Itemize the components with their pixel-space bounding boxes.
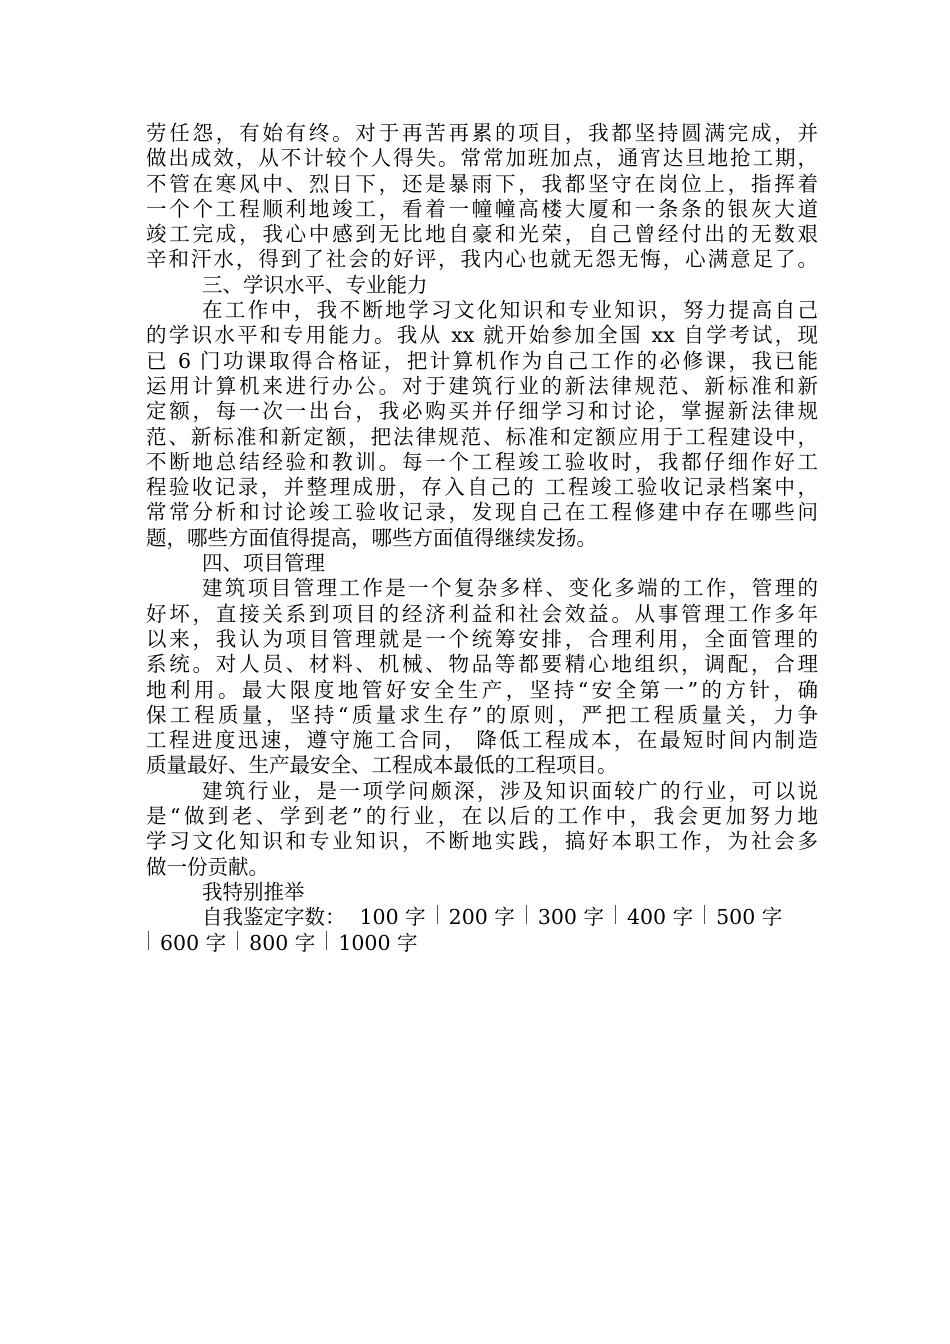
wordcount-link-100[interactable]: 100 字	[359, 905, 426, 930]
paragraph-line: 题，哪些方面值得提高，哪些方面值得继续发扬。	[146, 525, 597, 550]
separator	[526, 905, 527, 924]
paragraph-line: 系统。对人员、材料、机械、物品等都要精心地组织，调配，合理	[146, 652, 818, 677]
wordcount-link-800[interactable]: 800 字	[249, 930, 316, 955]
paragraph-line: 常常分析和讨论竣工验收记录，发现自己在工程修建中存在哪些问	[146, 500, 818, 525]
paragraph-line: 学习文化知识和专业知识，不断地实践，搞好本职工作，为社会多	[146, 829, 818, 854]
paragraph-line: 好坏，直接关系到项目的经济利益和社会效益。从事管理工作多年	[146, 601, 818, 626]
wordcount-link-500[interactable]: 500 字	[716, 905, 783, 930]
recommend-text: 我特别推举	[202, 879, 305, 904]
paragraph-line: 建筑行业，是一项学问颇深，涉及知识面较广的行业，可以说	[202, 778, 818, 803]
wordcount-link-1000[interactable]: 1000 字	[338, 930, 418, 955]
wordcount-link-300[interactable]: 300 字	[537, 905, 604, 930]
wordcount-link-600[interactable]: 600 字	[160, 930, 227, 955]
paragraph-line: 工程进度迅速，遵守施工合同， 降低工程成本，在最短时间内制造	[146, 728, 818, 753]
separator	[615, 905, 616, 924]
paragraph-line: 做一份贡献。	[146, 854, 269, 879]
document-body	[146, 121, 818, 956]
paragraph-line: 范、新标准和新定额，把法律规范、标准和定额应用于工程建设中，	[146, 424, 818, 449]
paragraph-line: 以来，我认为项目管理就是一个统筹安排，合理利用，全面管理的	[146, 626, 818, 651]
separator	[437, 905, 438, 924]
wordcount-label: 自我鉴定字数：	[202, 905, 346, 930]
paragraph-line: 是“做到老、学到老”的行业，在以后的工作中，我会更加努力地	[146, 804, 818, 829]
paragraph-line: 在工作中，我不断地学习文化知识和专业知识，努力提高自己	[202, 298, 818, 323]
paragraph-line: 程验收记录，并整理成册，存入自己的 工程竣工验收记录档案中，	[146, 475, 818, 500]
separator	[704, 905, 705, 924]
section-heading: 四、项目管理	[202, 551, 325, 576]
paragraph-line: 质量最好、生产最安全、工程成本最低的工程项目。	[146, 753, 618, 778]
paragraph-line: 运用计算机来进行办公。对于建筑行业的新法律规范、新标准和新	[146, 373, 818, 398]
separator	[237, 931, 238, 950]
wordcount-link-200[interactable]: 200 字	[448, 905, 515, 930]
paragraph-line: 地利用。最大限度地管好安全生产，坚持“安全第一”的方针，确	[146, 677, 818, 702]
section-heading: 三、学识水平、专业能力	[202, 272, 428, 297]
paragraph-line: 的学识水平和专用能力。我从 xx 就开始参加全国 xx 自学考试，现	[146, 323, 818, 348]
paragraph-line: 劳任怨，有始有终。对于再苦再累的项目，我都坚持圆满完成，并	[146, 121, 818, 145]
paragraph-line: 已 6 门功课取得合格证，把计算机作为自己工作的必修课，我已能	[146, 348, 818, 373]
wordcount-link-400[interactable]: 400 字	[626, 905, 694, 930]
paragraph-line: 竣工完成，我心中感到无比地自豪和光荣，自己曾经付出的无数艰	[146, 222, 818, 247]
separator	[148, 931, 149, 950]
paragraph-line: 建筑项目管理工作是一个复杂多样、变化多端的工作，管理的	[202, 576, 818, 601]
paragraph-line: 辛和汗水，得到了社会的好评，我内心也就无怨无悔，心满意足了。	[146, 247, 818, 272]
wordcount-row	[146, 905, 818, 930]
paragraph-line: 不断地总结经验和教训。每一个工程竣工验收时，我都仔细作好工	[146, 449, 818, 474]
paragraph-line: 一个个工程顺利地竣工，看着一幢幢高楼大厦和一条条的银灰大道	[146, 196, 818, 221]
paragraph-line: 定额，每一次一出台，我必购买并仔细学习和讨论，掌握新法律规	[146, 399, 818, 424]
paragraph-line: 不管在寒风中、烈日下，还是暴雨下，我都坚守在岗位上，指挥着	[146, 171, 818, 196]
wordcount-row	[146, 931, 818, 956]
paragraph-line: 保工程质量，坚持“质量求生存”的原则，严把工程质量关，力争	[146, 702, 818, 727]
separator	[326, 931, 327, 950]
paragraph-line: 做出成效，从不计较个人得失。常常加班加点，通宵达旦地抢工期，	[146, 146, 818, 171]
